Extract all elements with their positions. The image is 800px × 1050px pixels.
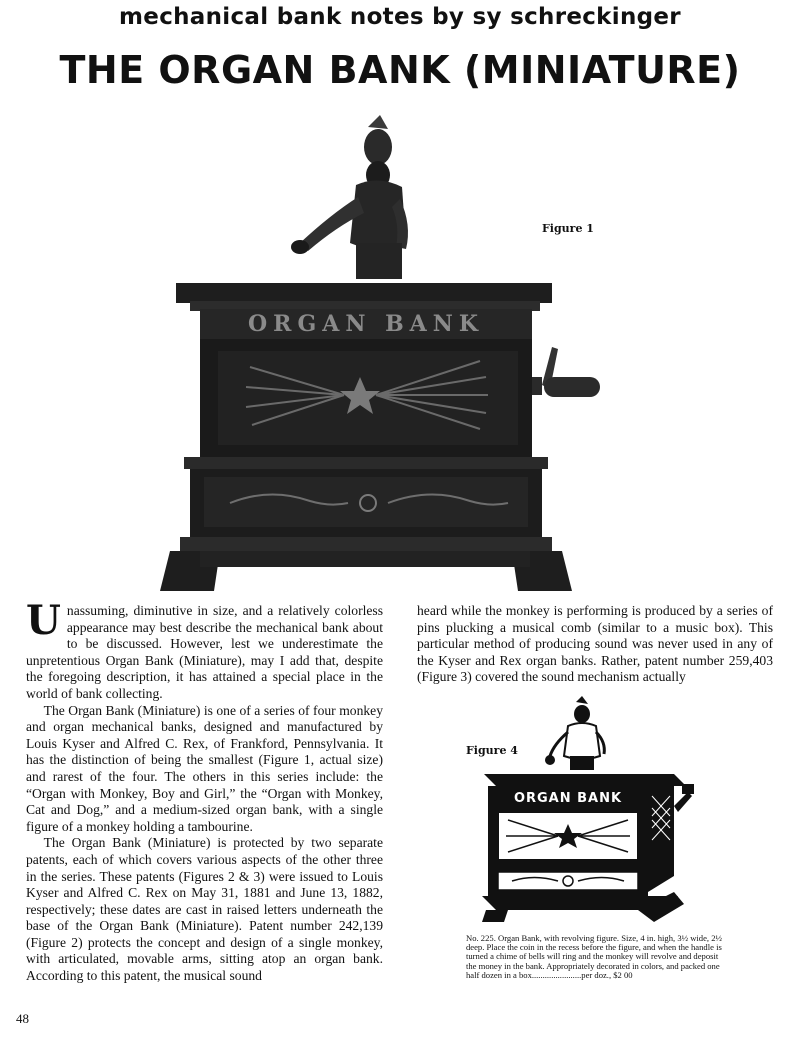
paragraph-3-continued: heard while the monkey is performing is produced by a series of pins plucking a musical comb (similar to a music box). This particular method of producing sound was never used in any of the Kyser and Rex organ banks. Rather, patent number 259,403 (Figure 3) covered the sound mechanism actually [417, 603, 773, 685]
monkey-figure-icon [545, 696, 604, 770]
bank-lettering: ORGAN BANK [248, 311, 484, 337]
figure-4-illustration [478, 696, 698, 924]
bank-lettering: ORGAN BANK [513, 791, 623, 806]
figure-1-photo [160, 115, 610, 595]
monkey-figure-icon [291, 115, 408, 279]
article-column-left [26, 597, 383, 985]
figure-4-caption: Figure 4 [466, 744, 518, 757]
paragraph-1: Unassuming, diminutive in size, and a relatively colorless appearance may best describe the mechanical bank about to be discussed. However, lest we underestimate the unpretentious Organ Bank (Miniature), may I add that, despite the foregoing description, it has attained a special place in the world of bank collecting. [26, 597, 383, 701]
drop-cap: U [26, 597, 61, 644]
catalog-description: No. 225. Organ Bank, with revolving figure. Size, 4 in. high, 3½ wide, 2½ deep. Place the coin in the recess before the figure, and when the handle is turned a chime of bells will ring and the monkey will revolve and deposit the money in the bank. Appropriately decorated in colors, and packed one half dozen in a box.......................per doz., $2 00 [466, 933, 722, 980]
crank-handle-icon [674, 784, 694, 812]
page-number: 48 [16, 1011, 29, 1026]
paragraph-3: The Organ Bank (Miniature) is protected by two separate patents, each of which covers various aspects of the other three in the series. These patents (Figures 2 & 3) were issued to Louis Kyser and Alfred C. Rex on May 31, 1881 and June 13, 1882, respectively; these dates are cast in raised letters underneath the base of the Organ Bank (Miniature). Patent number 242,139 (Figure 2) protects the concept and design of a single monkey, with articulated, movable arms, sitting atop an organ bank. According to this patent, the musical sound [26, 835, 383, 984]
crank-handle-icon [532, 347, 600, 397]
figure-1-caption: Figure 1 [542, 222, 594, 235]
series-title: mechanical bank notes by sy schreckinger [119, 4, 681, 30]
article-title: THE ORGAN BANK (MINIATURE) [59, 48, 741, 92]
article-column-right [417, 603, 773, 686]
paragraph-2: The Organ Bank (Miniature) is one of a series of four monkey and organ mechanical banks, designed and manufactured by Louis Kyser and Alfred C. Rex, of Frankford, Pennsylvania. It has the distinction of being the smallest (Figure 1, actual size) and rarest of the four. The others in this series include: the “Organ with Monkey, Boy and Girl,” the “Organ with Monkey, Cat and Dog,” and a medium-sized organ bank, with a single figure of a monkey holding a tambourine. [26, 702, 383, 834]
